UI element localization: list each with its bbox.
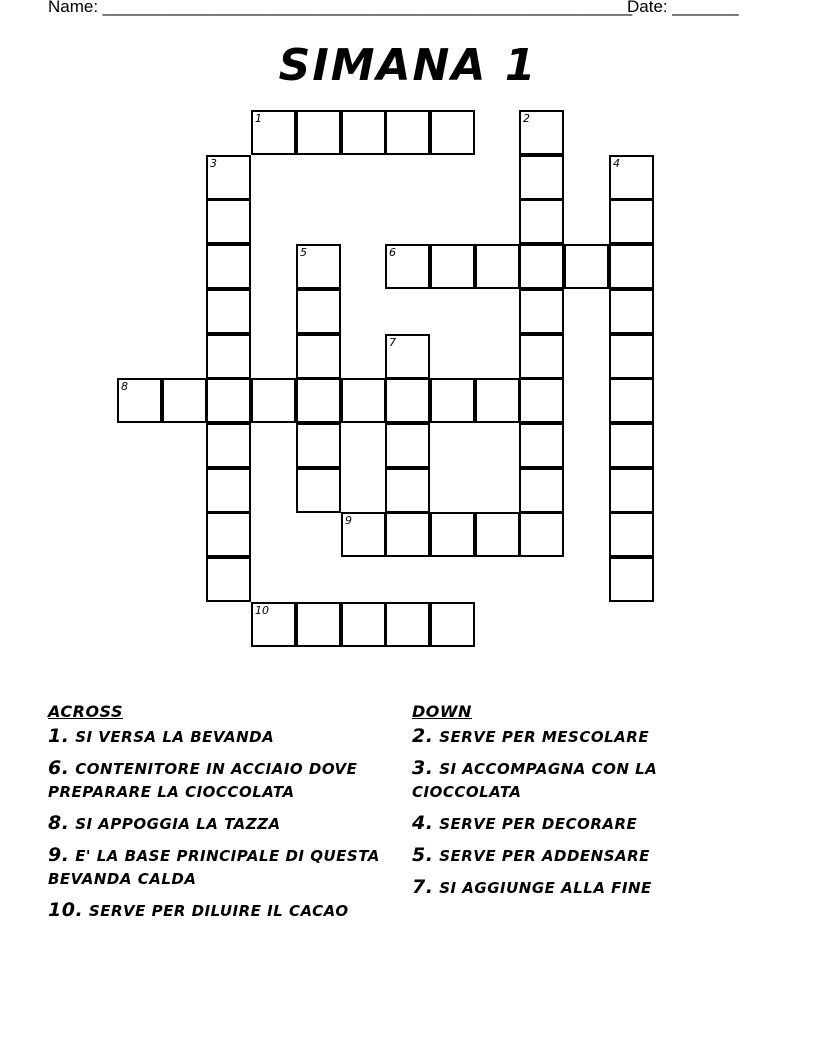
clue-text: SI APPOGGIA LA TAZZA (75, 815, 281, 833)
cell-number: 3 (210, 157, 217, 170)
grid-cell[interactable] (385, 334, 430, 379)
grid-cell[interactable] (162, 378, 207, 423)
grid-cell[interactable] (609, 289, 654, 334)
grid-cell[interactable] (430, 602, 475, 647)
grid-cell[interactable] (296, 244, 341, 289)
down-clue (412, 812, 742, 836)
grid-cell[interactable] (341, 110, 386, 155)
clue-number: 5. (412, 844, 434, 866)
down-clues (412, 700, 742, 908)
clue-text: SERVE PER ADDENSARE (439, 847, 650, 865)
down-clue (412, 844, 742, 868)
clue-text: SERVE PER MESCOLARE (439, 728, 650, 746)
grid-cell[interactable] (609, 468, 654, 513)
grid-cell[interactable] (519, 244, 564, 289)
grid-cell[interactable] (564, 244, 609, 289)
grid-cell[interactable] (609, 423, 654, 468)
cell-number: 10 (255, 604, 269, 617)
clue-text: SERVE PER DILUIRE IL CACAO (88, 902, 349, 920)
grid-cell[interactable] (206, 155, 251, 200)
grid-cell[interactable] (385, 602, 430, 647)
clue-number: 4. (412, 812, 434, 834)
grid-cell[interactable] (296, 423, 341, 468)
grid-cell[interactable] (206, 334, 251, 379)
grid-cell[interactable] (519, 199, 564, 244)
across-clues (48, 700, 398, 931)
grid-cell[interactable] (385, 378, 430, 423)
grid-cell[interactable] (430, 244, 475, 289)
clue-text: SI VERSA LA BEVANDA (75, 728, 275, 746)
down-clue (412, 757, 742, 804)
cell-number: 5 (300, 246, 307, 259)
grid-cell[interactable] (430, 378, 475, 423)
grid-cell[interactable] (609, 334, 654, 379)
grid-cell[interactable] (206, 423, 251, 468)
clue-text: E' LA BASE PRINCIPALE DI QUESTA BEVANDA CALDA (48, 847, 380, 888)
grid-cell[interactable] (206, 557, 251, 602)
cell-number: 2 (523, 112, 530, 125)
grid-cell[interactable] (519, 155, 564, 200)
grid-cell[interactable] (519, 289, 564, 334)
grid-cell[interactable] (519, 110, 564, 155)
clue-number: 8. (48, 812, 70, 834)
cell-number: 8 (121, 380, 128, 393)
grid-cell[interactable] (609, 155, 654, 200)
clue-number: 2. (412, 725, 434, 747)
across-heading: ACROSS (48, 702, 124, 721)
grid-cell[interactable] (475, 378, 520, 423)
grid-cell[interactable] (609, 557, 654, 602)
cell-number: 4 (613, 157, 620, 170)
grid-cell[interactable] (430, 512, 475, 557)
grid-cell[interactable] (341, 512, 386, 557)
grid-cell[interactable] (385, 512, 430, 557)
across-clue (48, 812, 398, 836)
down-clue (412, 725, 742, 749)
grid-cell[interactable] (206, 244, 251, 289)
grid-cell[interactable] (251, 378, 296, 423)
cell-number: 6 (389, 246, 396, 259)
grid-cell[interactable] (206, 468, 251, 513)
grid-cell[interactable] (385, 244, 430, 289)
cell-number: 1 (255, 112, 262, 125)
grid-cell[interactable] (296, 378, 341, 423)
clue-text: CONTENITORE IN ACCIAIO DOVE PREPARARE LA CIOCCOLATA (48, 760, 358, 801)
across-clue (48, 725, 398, 749)
clue-text: SI ACCOMPAGNA CON LA CIOCCOLATA (412, 760, 658, 801)
grid-cell[interactable] (206, 199, 251, 244)
grid-cell[interactable] (385, 468, 430, 513)
grid-cell[interactable] (519, 512, 564, 557)
grid-cell[interactable] (296, 289, 341, 334)
clue-number: 3. (412, 757, 434, 779)
grid-cell[interactable] (519, 334, 564, 379)
across-clue (48, 899, 398, 923)
grid-cell[interactable] (430, 110, 475, 155)
grid-cell[interactable] (341, 378, 386, 423)
clue-number: 7. (412, 876, 434, 898)
grid-cell[interactable] (609, 512, 654, 557)
clue-text: SI AGGIUNGE ALLA FINE (439, 879, 652, 897)
grid-cell[interactable] (206, 378, 251, 423)
cell-number: 9 (345, 514, 352, 527)
name-line: Name: ________________________________________________________ (48, 0, 633, 16)
grid-cell[interactable] (296, 334, 341, 379)
across-clue (48, 757, 398, 804)
grid-cell[interactable] (296, 110, 341, 155)
grid-cell[interactable] (296, 602, 341, 647)
down-heading: DOWN (412, 702, 472, 721)
grid-cell[interactable] (475, 244, 520, 289)
grid-cell[interactable] (296, 468, 341, 513)
grid-cell[interactable] (519, 423, 564, 468)
grid-cell[interactable] (206, 512, 251, 557)
grid-cell[interactable] (385, 110, 430, 155)
grid-cell[interactable] (385, 423, 430, 468)
grid-cell[interactable] (519, 468, 564, 513)
grid-cell[interactable] (609, 244, 654, 289)
cell-number: 7 (389, 336, 396, 349)
grid-cell[interactable] (117, 378, 162, 423)
grid-cell[interactable] (609, 378, 654, 423)
clue-number: 6. (48, 757, 70, 779)
grid-cell[interactable] (609, 199, 654, 244)
clue-number: 10. (48, 899, 84, 921)
clue-number: 9. (48, 844, 70, 866)
grid-cell[interactable] (519, 378, 564, 423)
across-clue (48, 844, 398, 891)
grid-cell[interactable] (251, 110, 296, 155)
grid-cell[interactable] (475, 512, 520, 557)
grid-cell[interactable] (206, 289, 251, 334)
page-title: SIMANA 1 (278, 40, 538, 91)
grid-cell[interactable] (341, 602, 386, 647)
clue-text: SERVE PER DECORARE (439, 815, 638, 833)
date-line: Date: _______ (627, 0, 739, 16)
down-clue (412, 876, 742, 900)
grid-cell[interactable] (251, 602, 296, 647)
clue-number: 1. (48, 725, 70, 747)
